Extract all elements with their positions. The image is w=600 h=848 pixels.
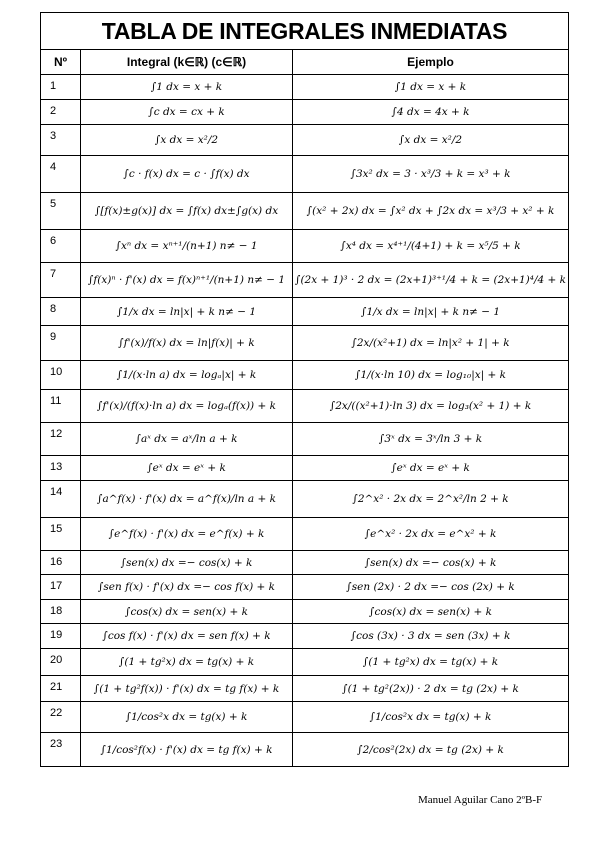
integral-formula: ∫1/cos²f(x) · f'(x) dx = tg f(x) + k [81,733,293,767]
table-row [41,361,569,390]
table-row [41,230,569,263]
author-signature: Manuel Aguilar Cano 2ºB-F [418,794,543,806]
example-formula: ∫sen (2x) · 2 dx =− cos (2x) + k [293,575,569,600]
example-formula: ∫eˣ dx = eˣ + k [293,456,569,481]
example-formula: ∫1 dx = x + k [293,75,569,100]
table-row [41,702,569,733]
example-formula: ∫3ˣ dx = 3ˣ/ln 3 + k [293,423,569,456]
row-number: 7 [41,263,81,298]
example-formula: ∫1/x dx = ln|x| + k n≠ − 1 [293,298,569,326]
row-number: 17 [41,575,81,600]
integral-formula: ∫f(x)ⁿ · f'(x) dx = f(x)ⁿ⁺¹/(n+1) n≠ − 1 [81,263,293,298]
row-number: 8 [41,298,81,326]
table-row [41,156,569,193]
table-row [41,481,569,518]
table-row [41,298,569,326]
integral-formula: ∫1/x dx = ln|x| + k n≠ − 1 [81,298,293,326]
example-formula: ∫(1 + tg²(2x)) · 2 dx = tg (2x) + k [293,676,569,702]
row-number: 9 [41,326,81,361]
row-number: 22 [41,702,81,733]
integral-formula: ∫sen(x) dx =− cos(x) + k [81,551,293,575]
table-row [41,575,569,600]
example-formula: ∫1/(x·ln 10) dx = log₁₀|x| + k [293,361,569,390]
row-number: 15 [41,518,81,551]
table-row [41,518,569,551]
integral-formula: ∫c dx = cx + k [81,100,293,125]
example-formula: ∫sen(x) dx =− cos(x) + k [293,551,569,575]
table-row [41,733,569,767]
table-row [41,676,569,702]
example-formula: ∫cos (3x) · 3 dx = sen (3x) + k [293,624,569,649]
row-number: 14 [41,481,81,518]
example-formula: ∫(1 + tg²x) dx = tg(x) + k [293,649,569,676]
integral-formula: ∫f'(x)/f(x) dx = ln|f(x)| + k [81,326,293,361]
table-row [41,600,569,624]
integral-formula: ∫(1 + tg²f(x)) · f'(x) dx = tg f(x) + k [81,676,293,702]
header-example: Ejemplo [293,50,569,75]
integral-table-sheet [40,12,568,767]
row-number: 6 [41,230,81,263]
integral-formula: ∫e^f(x) · f'(x) dx = e^f(x) + k [81,518,293,551]
table-row [41,125,569,156]
example-formula: ∫3x² dx = 3 · x³/3 + k = x³ + k [293,156,569,193]
row-number: 11 [41,390,81,423]
table-title: TABLA DE INTEGRALES INMEDIATAS [41,13,569,50]
table-row [41,624,569,649]
row-number: 20 [41,649,81,676]
integral-formula: ∫(1 + tg²x) dx = tg(x) + k [81,649,293,676]
integral-formula: ∫1 dx = x + k [81,75,293,100]
table-row [41,456,569,481]
integral-formula: ∫sen f(x) · f'(x) dx =− cos f(x) + k [81,575,293,600]
row-number: 21 [41,676,81,702]
integral-formula: ∫cos f(x) · f'(x) dx = sen f(x) + k [81,624,293,649]
example-formula: ∫2x/((x²+1)·ln 3) dx = log₃(x² + 1) + k [293,390,569,423]
row-number: 12 [41,423,81,456]
integral-formula: ∫eˣ dx = eˣ + k [81,456,293,481]
example-formula: ∫4 dx = 4x + k [293,100,569,125]
row-number: 1 [41,75,81,100]
example-formula: ∫x⁴ dx = x⁴⁺¹/(4+1) + k = x⁵/5 + k [293,230,569,263]
header-number: Nº [41,50,81,75]
row-number: 2 [41,100,81,125]
table-row [41,551,569,575]
example-formula: ∫x dx = x²/2 [293,125,569,156]
header-integral: Integral (k∈ℝ) (c∈ℝ) [81,50,293,75]
integral-formula: ∫[f(x)±g(x)] dx = ∫f(x) dx±∫g(x) dx [81,193,293,230]
table-row [41,423,569,456]
table-row [41,100,569,125]
example-formula: ∫1/cos²x dx = tg(x) + k [293,702,569,733]
integral-formula: ∫f'(x)/(f(x)·ln a) dx = logₐ(f(x)) + k [81,390,293,423]
example-formula: ∫2^x² · 2x dx = 2^x²/ln 2 + k [293,481,569,518]
row-number: 18 [41,600,81,624]
integral-formula: ∫c · f(x) dx = c · ∫f(x) dx [81,156,293,193]
table-row [41,193,569,230]
row-number: 10 [41,361,81,390]
example-formula: ∫cos(x) dx = sen(x) + k [293,600,569,624]
row-number: 19 [41,624,81,649]
row-number: 13 [41,456,81,481]
example-formula: ∫2/cos²(2x) dx = tg (2x) + k [293,733,569,767]
integral-formula: ∫1/cos²x dx = tg(x) + k [81,702,293,733]
integral-formula: ∫xⁿ dx = xⁿ⁺¹/(n+1) n≠ − 1 [81,230,293,263]
example-formula: ∫(2x + 1)³ · 2 dx = (2x+1)³⁺¹/4 + k = (2x+1)⁴/4 + k [293,263,569,298]
row-number: 5 [41,193,81,230]
row-number: 23 [41,733,81,767]
table-row [41,390,569,423]
integral-formula: ∫x dx = x²/2 [81,125,293,156]
example-formula: ∫2x/(x²+1) dx = ln|x² + 1| + k [293,326,569,361]
integral-formula: ∫aˣ dx = aˣ/ln a + k [81,423,293,456]
table-row [41,75,569,100]
integral-table [40,12,569,767]
integral-formula: ∫1/(x·ln a) dx = logₐ|x| + k [81,361,293,390]
example-formula: ∫e^x² · 2x dx = e^x² + k [293,518,569,551]
integral-formula: ∫a^f(x) · f'(x) dx = a^f(x)/ln a + k [81,481,293,518]
integral-formula: ∫cos(x) dx = sen(x) + k [81,600,293,624]
row-number: 16 [41,551,81,575]
table-row [41,263,569,298]
row-number: 3 [41,125,81,156]
table-row [41,326,569,361]
table-row [41,649,569,676]
row-number: 4 [41,156,81,193]
example-formula: ∫(x² + 2x) dx = ∫x² dx + ∫2x dx = x³/3 + x² + k [293,193,569,230]
